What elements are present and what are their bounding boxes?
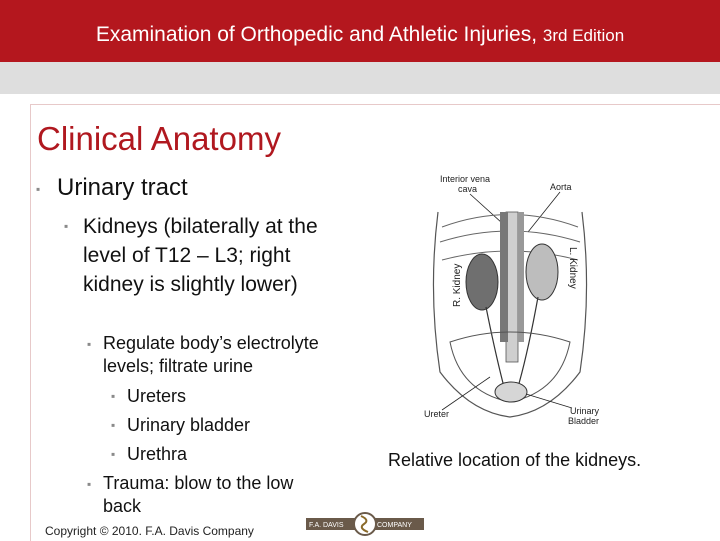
bullet-urinary-bladder: Urinary bladder <box>127 415 251 435</box>
bullet-marker: ▪ <box>111 447 116 461</box>
bullet-marker: ▪ <box>111 418 116 432</box>
slide-title: Clinical Anatomy <box>37 120 281 157</box>
copyright-text: Copyright © 2010. F.A. Davis Company <box>45 524 254 538</box>
header-title-edition: 3rd Edition <box>542 26 625 45</box>
fa-davis-logo <box>306 512 424 536</box>
bullet-marker: ▪ <box>111 389 116 403</box>
bullet-ureters: Ureters <box>127 386 187 406</box>
header-title <box>0 23 720 47</box>
label-ivc-line2: cava <box>458 184 478 194</box>
bullet-kidneys: Kidneys (bilaterally at the level of T12 – L3; right kidney is slightly lower) <box>83 215 318 296</box>
label-r-kidney: R. Kidney <box>452 263 463 307</box>
bullet-marker: ▪ <box>87 337 92 351</box>
bullet-trauma: Trauma: blow to the low back <box>103 473 294 516</box>
logo-text-left: F.A. DAVIS <box>309 522 344 529</box>
label-ivc-line1: Interior vena <box>440 174 491 184</box>
header-title-main: Examination of Orthopedic and Athletic Injuries, <box>95 23 543 46</box>
label-bladder-line2: Bladder <box>568 416 600 426</box>
bullet-marker: ▪ <box>64 219 69 233</box>
kidney-anatomy-figure <box>420 172 600 432</box>
bullet-marker: ▪ <box>36 182 41 196</box>
bullet-regulate: Regulate body’s electrolyte levels; filtrate urine <box>103 333 319 376</box>
label-aorta: Aorta <box>550 182 572 192</box>
figure-caption: Relative location of the kidneys. <box>388 450 642 470</box>
bullet-urethra: Urethra <box>127 444 188 464</box>
label-ureter: Ureter <box>424 409 450 419</box>
logo-text-right: COMPANY <box>377 522 412 529</box>
bullet-marker: ▪ <box>87 477 92 491</box>
label-l-kidney: L. Kidney <box>567 247 578 289</box>
sub-band <box>0 62 720 94</box>
label-bladder-line1: Urinary <box>570 406 600 416</box>
bullet-urinary-tract: Urinary tract <box>57 174 188 201</box>
